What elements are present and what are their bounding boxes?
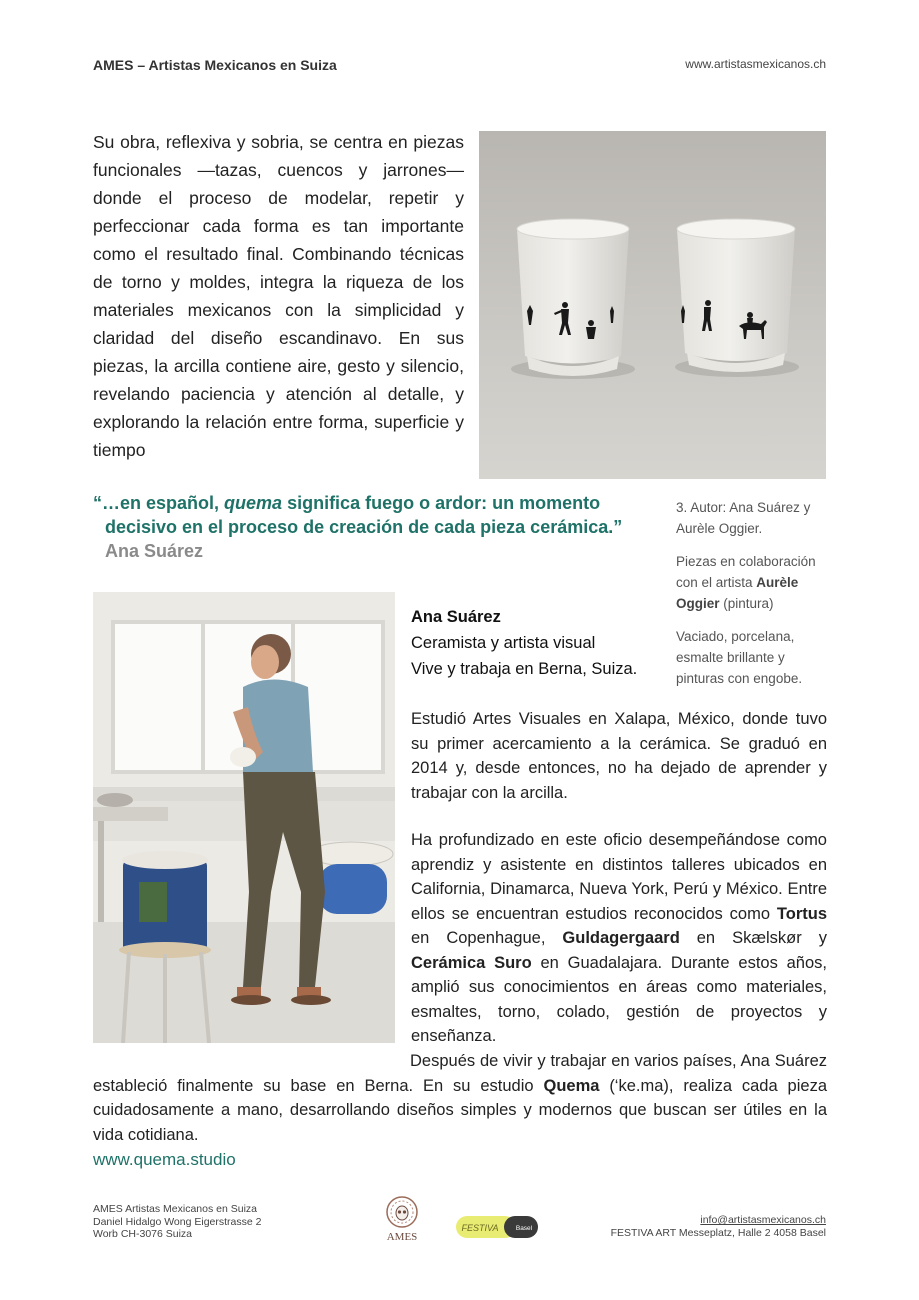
footer-contact [611,1214,826,1239]
bio-p2-c: en Skælskør y [679,929,827,947]
quote-rest: significa fuego o ardor: un momento [282,493,601,513]
bio-p3-b: (‘ke.ma), realiza cada pieza cuidadosamente a mano, desarrollando diseños simples y modernos que buscan ser útiles en la vida cotidiana. [93,1076,828,1144]
bio-paragraph-1: Estudió Artes Visuales en Xalapa, México, donde tuvo su primer acercamiento a la cerámica. Se graduó en 2014 y, desde entonces, no ha dejado de aprender y trabajar con la arcilla. [411,710,827,802]
quote-line2: decisivo en el proceso de creación de cada pieza cerámica.” [105,517,623,537]
caption-collab-suffix: (pintura) [719,596,774,611]
header-url[interactable]: www.artistasmexicanos.ch [685,57,826,71]
footer-city: Worb CH-3076 Suiza [93,1228,193,1240]
caption-author: 3. Autor: Ana Suárez y Aurèle Oggier. [676,500,811,536]
footer-venue: FESTIVA ART Messeplatz, Halle 2 4058 Basel [610,1226,826,1239]
caption-collab-prefix: Piezas en colaboración con el artista [676,554,816,590]
caption-collab-artist: Aurèle Oggier [676,575,799,611]
artist-name: Ana Suárez [411,608,501,626]
artist-location: Vive y trabaja en Berna, Suiza. [411,660,638,678]
bio-p2-b: en Copenhague, [411,929,563,947]
studio-tortus: Tortus [776,904,827,923]
studio-guldagergaard: Guldagergaard [562,929,680,947]
image-caption [676,497,828,701]
caption-materials: Vaciado, porcelana, esmalte brillante y pinturas con engobe. [676,629,803,686]
bio-p2-d: en Guadalajara. Durante estos años, amplió sus conocimientos en áreas como materiales, esmaltes, torno, colado, gestión de proyectos y enseñanza. [411,953,827,1045]
bio-p2-a: Ha profundizado en este oficio desempeñándose como aprendiz y asistente en distintos talleres ubicados en California, Dinamarca, Nueva York, Perú y México. Entre ellos se encuentran estudios reconocidos como [411,831,827,923]
intro-paragraph: Su obra, reflexiva y sobria, se centra en piezas funcionales —tazas, cuencos y jarrones— donde el proceso de modelar, repetir y perfeccionar cada forma es tan importante como el resultado final. Combinando técnicas de torno y moldes, integra la riqueza de los materiales mexicanos con la simplicidad y claridad del diseño escandinavo. En sus piezas, la arcilla contiene aire, gesto y silencio, revelando paciencia y atención al detalle, y explorando la relación entre forma, superficie y tiempo [93,132,464,460]
artist-photo [93,592,395,1043]
festiva-logo [456,1214,540,1240]
footer-org: AMES Artistas Mexicanos en Suiza [93,1203,257,1215]
bio-p3-a: Después de vivir y trabajar en varios países, Ana Suárez estableció finalmente su base en Berna. En su estudio [93,1052,827,1095]
studio-quema: Quema [543,1076,600,1095]
footer-street: Daniel Hidalgo Wong Eigerstrasse 2 [93,1215,262,1228]
festiva-logo-text: FESTIVA [461,1223,499,1233]
quote-term: quema [224,493,283,513]
footer-address [93,1203,261,1241]
artist-info [411,604,637,682]
ames-logo [381,1195,423,1243]
footer-email-link[interactable]: info@artistasmexicanos.ch [700,1214,826,1226]
header-title: AMES – Artistas Mexicanos en Suiza [93,57,337,73]
pull-quote [93,491,633,563]
studio-ceramica-suro: Cerámica Suro [411,953,532,972]
festiva-logo-sub: Basel [515,1225,533,1232]
quote-author: Ana Suárez [105,541,204,561]
bio-paragraph-3 [93,1049,827,1147]
artist-role: Ceramista y artista visual [411,634,596,652]
cups-photo [479,131,826,479]
bio-paragraph-2 [411,828,827,1049]
quote-open: “…en español, [93,493,225,513]
ames-logo-text: AMES [386,1231,418,1243]
studio-website-link[interactable]: www.quema.studio [93,1150,236,1169]
caption-collab [676,551,828,614]
